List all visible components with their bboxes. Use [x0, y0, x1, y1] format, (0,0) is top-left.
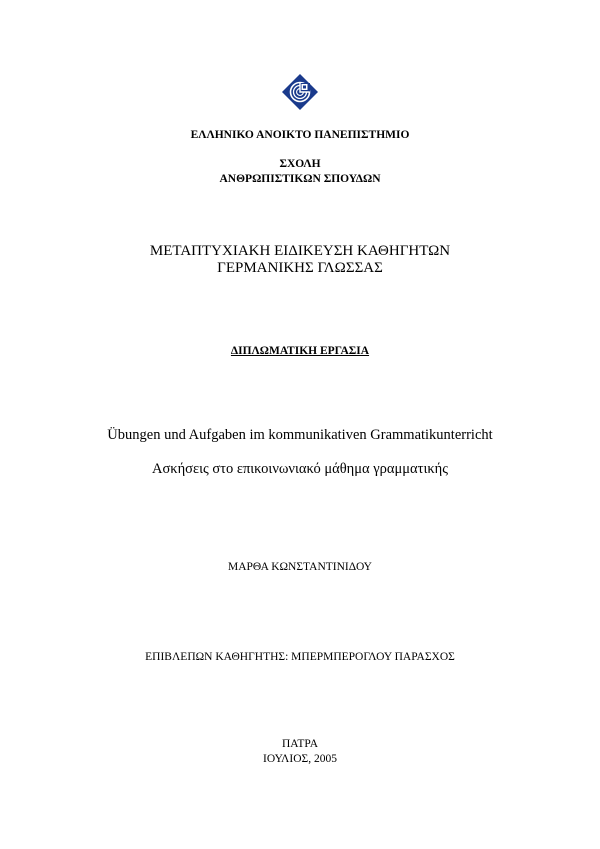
thesis-title-german: Übungen und Aufgaben im kommunikativen Grammatikunterricht: [107, 427, 493, 443]
thesis-label: ΔΙΠΛΩΜΑΤΙΚΗ ΕΡΓΑΣΙΑ: [230, 345, 370, 357]
thesis-title-greek: Ασκήσεις στο επικοινωνιακό μάθημα γραμματικής: [152, 461, 448, 477]
university-logo-icon: [281, 73, 319, 111]
author-name: ΜΑΡΘΑ ΚΩΝΣΤΑΝΤΙΝΙΔΟΥ: [227, 561, 372, 573]
university-name: ΕΛΛΗΝΙΚΟ ΑΝΟΙΚΤΟ ΠΑΝΕΠΙΣΤΗΜΙΟ: [190, 129, 410, 141]
program-title-line2: ΓΕΡΜΑΝΙΚΗΣ ΓΛΩΣΣΑΣ: [217, 260, 383, 276]
school-label: ΣΧΟΛΗ: [279, 158, 321, 170]
supervisor-line: ΕΠΙΒΛΕΠΩΝ ΚΑΘΗΓΗΤΗΣ: ΜΠΕΡΜΠΕΡΟΓΛΟΥ ΠΑΡΑΣΧΟΣ: [145, 651, 455, 663]
school-name: ΑΝΘΡΩΠΙΣΤΙΚΩΝ ΣΠΟΥΔΩΝ: [219, 173, 381, 185]
date: ΙΟΥΛΙΟΣ, 2005: [263, 753, 337, 765]
place: ΠΑΤΡΑ: [281, 738, 319, 750]
program-title-line1: ΜΕΤΑΠΤΥΧΙΑΚΗ ΕΙΔΙΚΕΥΣΗ ΚΑΘΗΓΗΤΩΝ: [149, 243, 451, 259]
